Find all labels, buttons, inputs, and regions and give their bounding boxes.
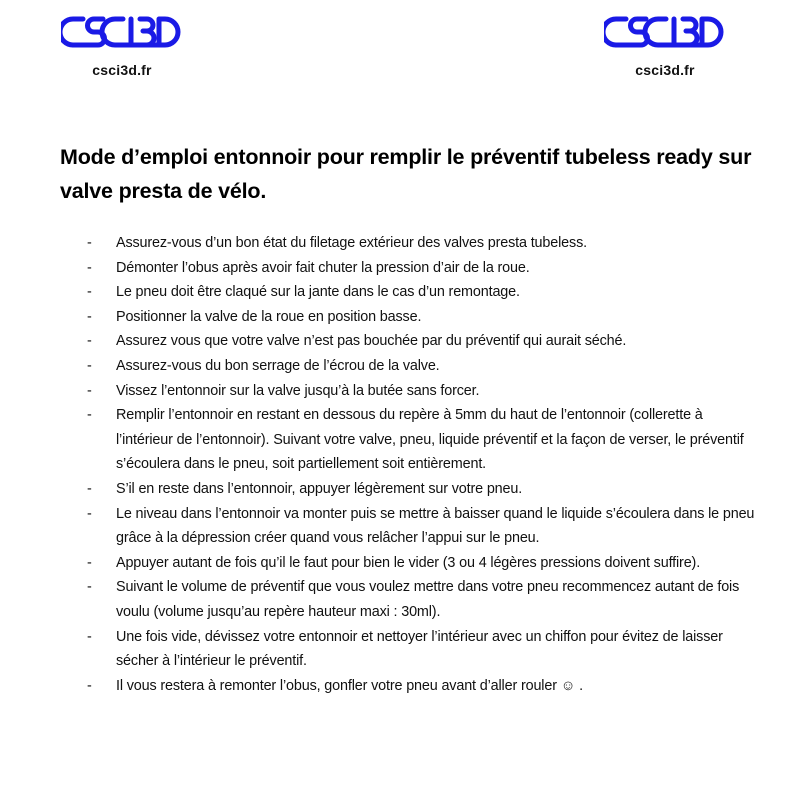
step-text: Positionner la valve de la roue en position basse. — [116, 308, 422, 325]
list-item — [0, 575, 800, 624]
list-item — [0, 354, 800, 379]
bullet-dash: - — [87, 579, 92, 596]
list-item — [0, 625, 800, 674]
header-right — [600, 14, 730, 78]
list-item — [0, 379, 800, 404]
bullet-dash: - — [87, 677, 92, 694]
step-text: Démonter l’obus après avoir fait chuter la pression d’air de la roue. — [116, 259, 530, 276]
bullet-dash: - — [87, 308, 92, 325]
list-item — [0, 280, 800, 305]
bullet-dash: - — [87, 284, 92, 301]
bullet-dash: - — [87, 628, 92, 645]
bullet-dash: - — [87, 407, 92, 424]
step-text: Le niveau dans l’entonnoir va monter puis se mettre à baisser quand le liquide s’écoulera dans le pneu grâce à la dépression créer quand vous relâcher l’appui sur le pneu. — [116, 505, 755, 547]
bullet-dash: - — [87, 235, 92, 251]
step-text: Assurez vous que votre valve n’est pas bouchée par du préventif qui aurait séché. — [116, 333, 627, 350]
bullet-dash: - — [87, 505, 92, 522]
list-item — [0, 477, 800, 502]
list-item — [0, 674, 800, 699]
step-text: Une fois vide, dévissez votre entonnoir et nettoyer l’intérieur avec un chiffon pour évitez de laisser sécher à l’intérieur le préventif. — [116, 628, 723, 670]
list-item — [0, 403, 800, 477]
list-item — [0, 502, 800, 551]
step-text: Suivant le volume de préventif que vous voulez mettre dans votre pneu recommencez autant de fois voulu (volume jusqu’au repère hauteur maxi : 30ml). — [116, 579, 740, 620]
list-item — [0, 256, 800, 281]
list-item — [0, 231, 800, 256]
list-item — [0, 305, 800, 330]
step-text: Vissez l’entonnoir sur la valve jusqu’à la butée sans forcer. — [116, 382, 480, 399]
bullet-dash: - — [87, 333, 92, 350]
bullet-dash: - — [87, 480, 92, 497]
bullet-dash: - — [87, 357, 92, 374]
step-text: S’il en reste dans l’entonnoir, appuyer légèrement sur votre pneu. — [116, 480, 523, 497]
step-text: Il vous restera à remonter l’obus, gonfler votre pneu avant d’aller rouler ☺ . — [116, 677, 583, 694]
csci3d-logo — [61, 14, 183, 50]
step-text: Le pneu doit être claqué sur la jante dans le cas d’un remontage. — [116, 284, 520, 301]
header-left — [57, 14, 187, 78]
step-text: Assurez-vous d’un bon état du filetage extérieur des valves presta tubeless. — [116, 235, 587, 251]
step-text: Remplir l’entonnoir en restant en dessous du repère à 5mm du haut de l’entonnoir (collerette à l’intérieur de l’entonnoir). Suivant votre valve, pneu, liquide préventif et la façon de verser, le préventif s’écoulera dans le pneu, soit partiellement soit entièrement. — [116, 407, 744, 473]
instruction-list — [0, 231, 800, 698]
bullet-dash: - — [87, 554, 92, 571]
site-url-left[interactable]: csci3d.fr — [92, 62, 152, 78]
list-item — [0, 329, 800, 354]
bullet-dash: - — [87, 259, 92, 276]
bullet-dash: - — [87, 382, 92, 399]
site-url-right[interactable]: csci3d.fr — [635, 62, 695, 78]
csci3d-logo — [604, 14, 726, 50]
step-text: Assurez-vous du bon serrage de l’écrou de la valve. — [116, 357, 440, 374]
list-item — [0, 551, 800, 576]
step-text: Appuyer autant de fois qu’il le faut pour bien le vider (3 ou 4 légères pressions doivent suffire). — [116, 554, 701, 571]
document-title: Mode d’emploi entonnoir pour remplir le préventif tubeless ready sur valve presta de vélo. — [60, 145, 752, 203]
